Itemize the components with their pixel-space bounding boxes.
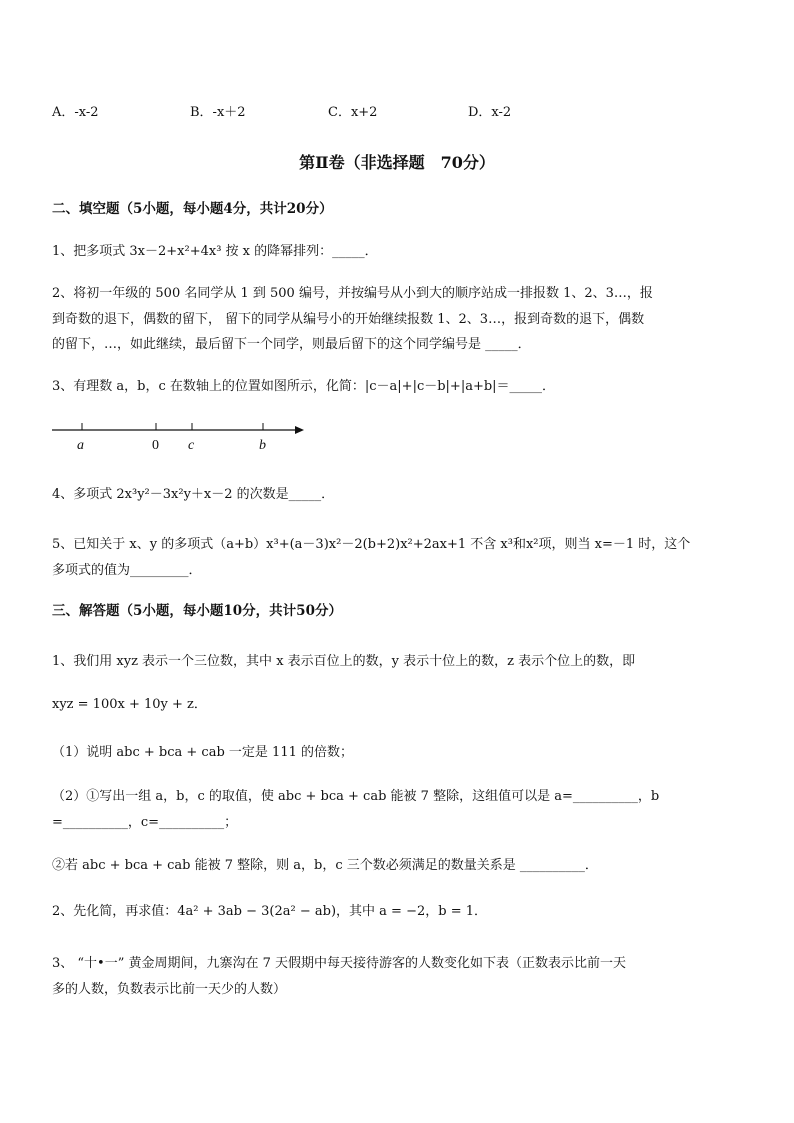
- option-d: D．x-2: [468, 105, 512, 120]
- s2-q5-line2: 多项式的值为_________．: [52, 563, 202, 578]
- numline-label-b: b: [259, 438, 266, 453]
- option-b: B．-x＋2: [190, 105, 246, 120]
- s3-q2: 2、先化简，再求值：4a² + 3ab − 3(2a² − ab)，其中 a = −2，b = 1．: [52, 904, 487, 919]
- option-c: C．x+2: [328, 105, 378, 120]
- section3-header: 三、解答题（5小题，每小题10分，共计50分）: [52, 603, 342, 619]
- s2-q2-line2: 到奇数的退下，偶数的留下， 留下的同学从编号小的开始继续报数 1、2、3…，报到奇数的退下，偶数: [52, 312, 645, 327]
- s2-q2-line1: 2、将初一年级的 500 名同学从 1 到 500 编号，并按编号从小到大的顺序站成一排报数 1、2、3…，报: [52, 286, 653, 301]
- section2-header: 二、填空题（5小题，每小题4分，共计20分）: [52, 201, 333, 217]
- part-title: 第Ⅱ卷（非选择题 70分）: [299, 153, 495, 172]
- numline-label-c: c: [188, 438, 195, 453]
- s3-q1-sub1: （1）说明 abc + bca + cab 一定是 111 的倍数；: [52, 745, 353, 760]
- number-line-diagram: [52, 418, 322, 458]
- numline-label-a: a: [77, 438, 84, 453]
- s2-q3: 3、有理数 a，b，c 在数轴上的位置如图所示，化简：|c－a|+|c－b|+|a+b|＝_____．: [52, 379, 556, 394]
- s3-q1-line1: 1、我们用 xyz 表示一个三位数，其中 x 表示百位上的数，y 表示十位上的数，z 表示个位上的数，即: [52, 654, 636, 669]
- numline-label-zero: 0: [152, 438, 159, 453]
- s3-q3-line2: 多的人数，负数表示比前一天少的人数）: [52, 982, 287, 997]
- s2-q2-line3: 的留下，…，如此继续，最后留下一个同学，则最后留下的这个同学编号是 _____．: [52, 337, 531, 352]
- s3-q1-sub2-line1: （2）①写出一组 a，b，c 的取值，使 abc + bca + cab 能被 7 整除，这组值可以是 a=__________，b: [52, 789, 660, 804]
- number-line-axis: [52, 418, 322, 438]
- s2-q1: 1、把多项式 3x－2+x²+4x³ 按 x 的降幂排列：_____．: [52, 244, 378, 259]
- s3-q1-sub2-line2: =__________，c=__________；: [52, 815, 238, 830]
- s3-q1-sub3: ②若 abc + bca + cab 能被 7 整除，则 a，b，c 三个数必须满足的数量关系是 __________．: [52, 858, 598, 873]
- s2-q5-line1: 5、已知关于 x、y 的多项式（a+b）x³+(a－3)x²－2(b+2)x²+2ax+1 不含 x³和x²项，则当 x=－1 时，这个: [52, 537, 691, 552]
- s3-q1-line2: xyz = 100x + 10y + z．: [52, 697, 207, 712]
- s3-q3-line1: 3、 “十•一” 黄金周期间，九寨沟在 7 天假期中每天接待游客的人数变化如下表（正数表示比前一天: [52, 956, 627, 971]
- option-a: A．-x-2: [52, 105, 99, 120]
- s2-q4: 4、多项式 2x³y²－3x²y＋x－2 的次数是_____．: [52, 487, 335, 502]
